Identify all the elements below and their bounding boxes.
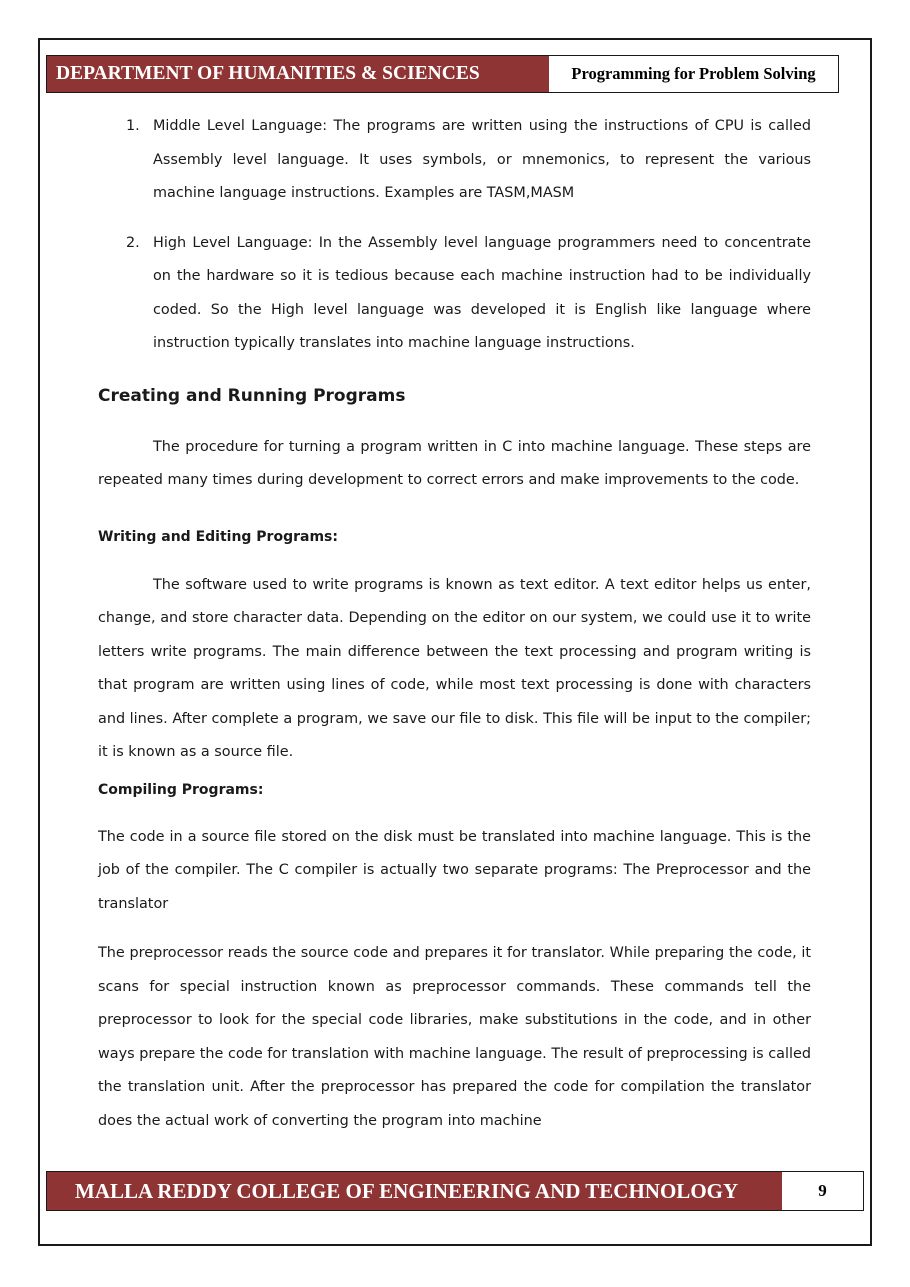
page-footer bbox=[46, 1171, 864, 1211]
writing-paragraph: The software used to write programs is known as text editor. A text editor helps us enter, change, and store character data. Depending on the editor on our system, we could use it to write letters write programs. The main difference between the text processing and program writing is that program are written using lines of code, while most text processing is done with characters and lines. After complete a program, we save our file to disk. This file will be input to the compiler; it is known as a source file. bbox=[98, 576, 811, 760]
list-item-text: High Level Language: In the Assembly level language programmers need to concentrate on the hardware so it is tedious because each machine instruction had to be individually coded. So the High level language was developed it is English like language where instruction typically translates into machine language instructions. bbox=[153, 234, 811, 351]
page-header bbox=[46, 55, 839, 93]
list-item-text: Middle Level Language: The programs are written using the instructions of CPU is called Assembly level language. It uses symbols, or mnemonics, to represent the various machine language instructions. Examples are TASM,MASM bbox=[153, 118, 811, 201]
section-heading: Creating and Running Programs bbox=[98, 385, 406, 406]
compiling-paragraph-2: The preprocessor reads the source code and prepares it for translator. While preparing the code, it scans for special instruction known as preprocessor commands. These commands tell the preprocessor to look for the special code libraries, make substitutions in the code, and in other ways prepare the code for translation with machine language. The result of preprocessing is called the translation unit. After the preprocessor has prepared the code for compilation the translator does the actual work of converting the program into machine bbox=[98, 945, 811, 1129]
compiling-paragraph-1: The code in a source file stored on the disk must be translated into machine language. This is the job of the compiler. The C compiler is actually two separate programs: The Preprocessor and the translator bbox=[98, 828, 811, 912]
document-body bbox=[98, 110, 811, 1138]
college-name: MALLA REDDY COLLEGE OF ENGINEERING AND TECHNOLOGY bbox=[47, 1172, 782, 1210]
list-item bbox=[98, 110, 811, 211]
language-level-list bbox=[98, 110, 811, 361]
list-item-number: 1. bbox=[126, 118, 140, 134]
list-item bbox=[98, 227, 811, 361]
course-title: Programming for Problem Solving bbox=[549, 56, 838, 92]
list-item-number: 2. bbox=[126, 234, 140, 251]
section-intro-paragraph: The procedure for turning a program written in C into machine language. These steps are repeated many times during development to correct errors and make improvements to the code. bbox=[98, 438, 811, 488]
subsection-heading-compiling: Compiling Programs: bbox=[98, 781, 264, 798]
subsection-heading-writing: Writing and Editing Programs: bbox=[98, 528, 338, 545]
department-title: DEPARTMENT OF HUMANITIES & SCIENCES bbox=[47, 56, 549, 92]
page-number: 9 bbox=[818, 1181, 827, 1200]
